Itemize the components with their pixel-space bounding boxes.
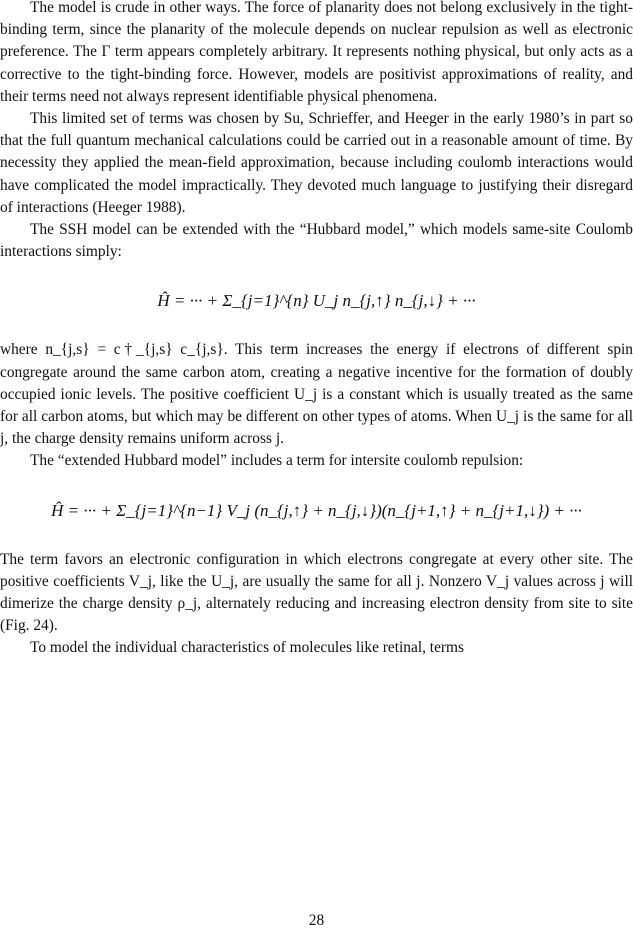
paragraph-intersite-explanation: The term favors an electronic configuration in which electrons congregate at every other site. The positive coefficients V_j, like the U_j, are usually the same for all j. Nonzero V_j values across j will dimerize the charge density ρ_j, alternately reducing and increasing electron density from site to site (Fig. 24).: [0, 550, 633, 635]
paragraph-extended-hubbard-intro: The “extended Hubbard model” includes a term for intersite coulomb repulsion:: [30, 452, 524, 470]
paragraph-retinal: To model the individual characteristics of molecules like retinal, terms: [30, 639, 464, 657]
equation-extended-hubbard: [0, 473, 633, 549]
equation-hubbard-text: Ĥ = ··· + Σ_{j=1}^{n} U_j n_{j,↑} n_{j,↓} + ···: [157, 291, 476, 311]
paragraph-hubbard-intro: The SSH model can be extended with the “Hubbard model,” which models same-site Coulomb interactions simply:: [0, 221, 633, 261]
page-number: 28: [308, 912, 325, 929]
paragraph-planarity: The model is crude in other ways. The force of planarity does not belong exclusively in the tight-binding term, since the planarity of the molecule depends on nuclear repulsion as well as electronic preference. The Γ term appears completely arbitrary. It represents nothing physical, but only acts as a corrective to the tight-binding force. However, models are positivist approximations of reality, and their terms need not always represent identifiable physical phenomena.: [0, 0, 633, 105]
paragraph-ssh-history: This limited set of terms was chosen by Su, Schrieffer, and Heeger in the early 1980’s in part so that the full quantum mechanical calculations could be carried out in a reasonable amount of time. By necessity they applied the mean-field approximation, because including coulomb interactions would have complicated the model impractically. They devoted much language to justifying their disregard of interactions (Heeger 1988).: [0, 110, 633, 216]
paragraph-hubbard-explanation: where n_{j,s} = c†_{j,s} c_{j,s}. This term increases the energy if electrons of different spin congregate around the same carbon atom, creating a negative incentive for the formation of doubly occupied ionic levels. The positive coefficient U_j is a constant which is usually treated as the same for all carbon atoms, but which may be different on other types of atoms. When U_j is the same for all j, the charge density remains uniform across j.: [0, 341, 633, 448]
equation-extended-hubbard-text: Ĥ = ··· + Σ_{j=1}^{n−1} V_j (n_{j,↑} + n_{j,↓})(n_{j+1,↑} + n_{j+1,↓}) + ···: [51, 500, 582, 520]
equation-hubbard: [0, 263, 633, 339]
